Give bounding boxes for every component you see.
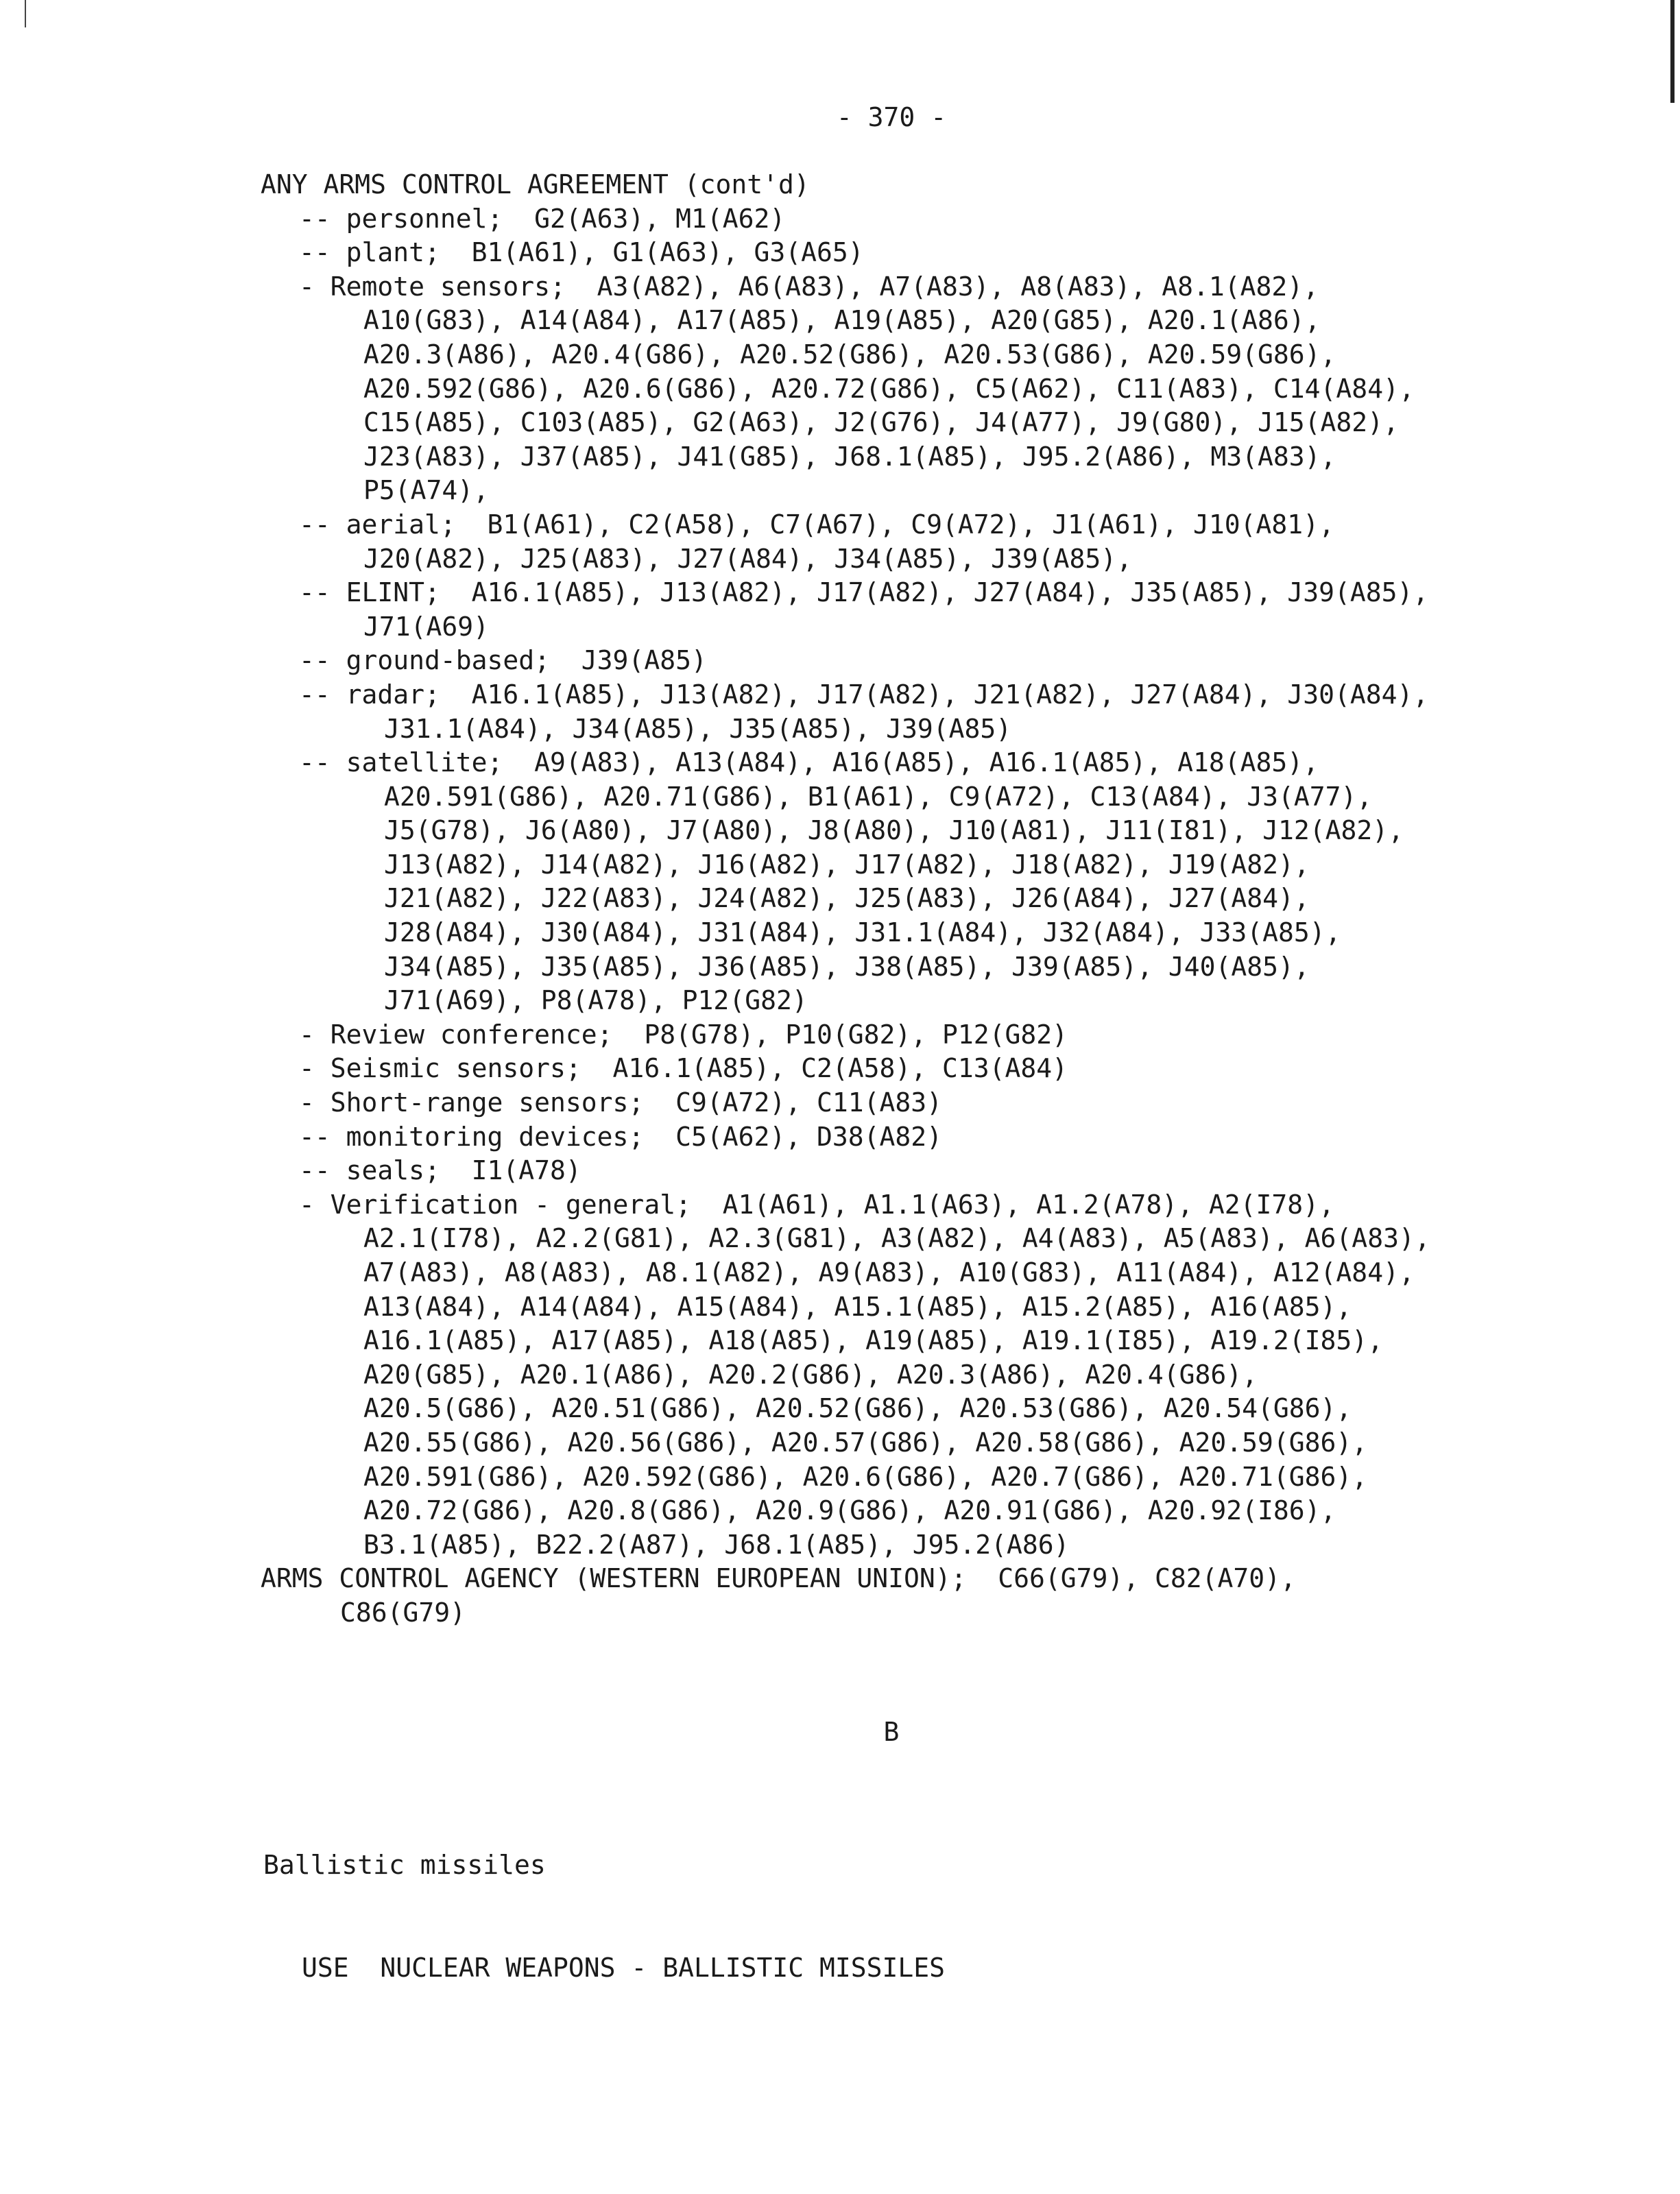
index-line: - Seismic sensors; A16.1(A85), C2(A58), C13(A84) xyxy=(299,1053,1068,1084)
index-line: -- monitoring devices; C5(A62), D38(A82) xyxy=(299,1121,942,1152)
index-line: J5(G78), J6(A80), J7(A80), J8(A80), J10(A81), J11(I81), J12(A82), xyxy=(384,815,1404,846)
index-line: - Short-range sensors; C9(A72), C11(A83) xyxy=(299,1087,942,1118)
index-line: J28(A84), J30(A84), J31(A84), J31.1(A84), J32(A84), J33(A85), xyxy=(384,917,1341,948)
index-line: ANY ARMS CONTROL AGREEMENT (cont'd) xyxy=(261,169,810,200)
see-reference-term: Ballistic missiles xyxy=(263,1850,546,1880)
index-line: J71(A69) xyxy=(363,611,490,642)
index-line: A20.55(G86), A20.56(G86), A20.57(G86), A20.58(G86), A20.59(G86), xyxy=(363,1427,1368,1458)
index-line: J71(A69), P8(A78), P12(G82) xyxy=(384,985,808,1016)
scan-edge-mark-right xyxy=(1670,0,1675,103)
see-reference-block xyxy=(263,1779,945,2053)
index-line: A20.72(G86), A20.8(G86), A20.9(G86), A20.91(G86), A20.92(I86), xyxy=(363,1495,1336,1526)
index-line: -- personnel; G2(A63), M1(A62) xyxy=(299,203,786,234)
see-reference-use-line: USE NUCLEAR WEAPONS - BALLISTIC MISSILES xyxy=(302,1953,945,1983)
index-line: A20.591(G86), A20.71(G86), B1(A61), C9(A72), C13(A84), J3(A77), xyxy=(384,781,1373,812)
page-number: - 370 - xyxy=(836,102,947,132)
index-line: ARMS CONTROL AGENCY (WESTERN EUROPEAN UNION); C66(G79), C82(A70), xyxy=(261,1563,1296,1594)
index-line: A20(G85), A20.1(A86), A20.2(G86), A20.3(A86), A20.4(G86), xyxy=(363,1359,1258,1390)
index-line: -- radar; A16.1(A85), J13(A82), J17(A82), J21(A82), J27(A84), J30(A84), xyxy=(299,679,1429,710)
index-line: A13(A84), A14(A84), A15(A84), A15.1(A85), A15.2(A85), A16(A85), xyxy=(363,1291,1352,1322)
index-line: J31.1(A84), J34(A85), J35(A85), J39(A85) xyxy=(384,713,1012,744)
index-line: -- seals; I1(A78) xyxy=(299,1155,581,1186)
index-line: -- satellite; A9(A83), A13(A84), A16(A85), A16.1(A85), A18(A85), xyxy=(299,747,1319,778)
index-line: J34(A85), J35(A85), J36(A85), J38(A85), J39(A85), J40(A85), xyxy=(384,951,1310,982)
index-line: - Review conference; P8(G78), P10(G82), P12(G82) xyxy=(299,1019,1068,1050)
index-line: - Remote sensors; A3(A82), A6(A83), A7(A83), A8(A83), A8.1(A82), xyxy=(299,271,1319,302)
index-line: C86(G79) xyxy=(340,1597,466,1628)
index-line: C15(A85), C103(A85), G2(A63), J2(G76), J4(A77), J9(G80), J15(A82), xyxy=(363,407,1399,438)
index-line: A16.1(A85), A17(A85), A18(A85), A19(A85), A19.1(I85), A19.2(I85), xyxy=(363,1325,1384,1356)
index-line: J23(A83), J37(A85), J41(G85), J68.1(A85), J95.2(A86), M3(A83), xyxy=(363,441,1336,472)
index-line: A2.1(I78), A2.2(G81), A2.3(G81), A3(A82), A4(A83), A5(A83), A6(A83), xyxy=(363,1223,1430,1254)
index-line: J20(A82), J25(A83), J27(A84), J34(A85), J39(A85), xyxy=(363,543,1133,574)
index-line: B3.1(A85), B22.2(A87), J68.1(A85), J95.2(A86) xyxy=(363,1529,1070,1560)
index-line: - Verification - general; A1(A61), A1.1(A63), A1.2(A78), A2(I78), xyxy=(299,1189,1334,1220)
index-line: -- aerial; B1(A61), C2(A58), C7(A67), C9(A72), J1(A61), J10(A81), xyxy=(299,509,1334,540)
index-line: -- plant; B1(A61), G1(A63), G3(A65) xyxy=(299,237,864,268)
index-line: J21(A82), J22(A83), J24(A82), J25(A83), J26(A84), J27(A84), xyxy=(384,883,1310,914)
index-entries xyxy=(261,168,1625,1630)
index-line: A20.592(G86), A20.6(G86), A20.72(G86), C5(A62), C11(A83), C14(A84), xyxy=(363,373,1415,404)
index-line: A7(A83), A8(A83), A8.1(A82), A9(A83), A10(G83), A11(A84), A12(A84), xyxy=(363,1257,1415,1288)
index-line: J13(A82), J14(A82), J16(A82), J17(A82), J18(A82), J19(A82), xyxy=(384,849,1310,880)
index-line: -- ground-based; J39(A85) xyxy=(299,645,707,676)
index-line: A20.5(G86), A20.51(G86), A20.52(G86), A20.53(G86), A20.54(G86), xyxy=(363,1393,1352,1424)
index-line: A20.591(G86), A20.592(G86), A20.6(G86), A20.7(G86), A20.71(G86), xyxy=(363,1461,1368,1492)
index-line: A20.3(A86), A20.4(G86), A20.52(G86), A20.53(G86), A20.59(G86), xyxy=(363,339,1336,370)
section-letter: B xyxy=(883,1717,900,1747)
index-line: P5(A74), xyxy=(363,475,490,506)
index-line: -- ELINT; A16.1(A85), J13(A82), J17(A82), J27(A84), J35(A85), J39(A85), xyxy=(299,577,1429,608)
scan-edge-mark xyxy=(25,0,26,27)
index-line: A10(G83), A14(A84), A17(A85), A19(A85), A20(G85), A20.1(A86), xyxy=(363,305,1321,336)
